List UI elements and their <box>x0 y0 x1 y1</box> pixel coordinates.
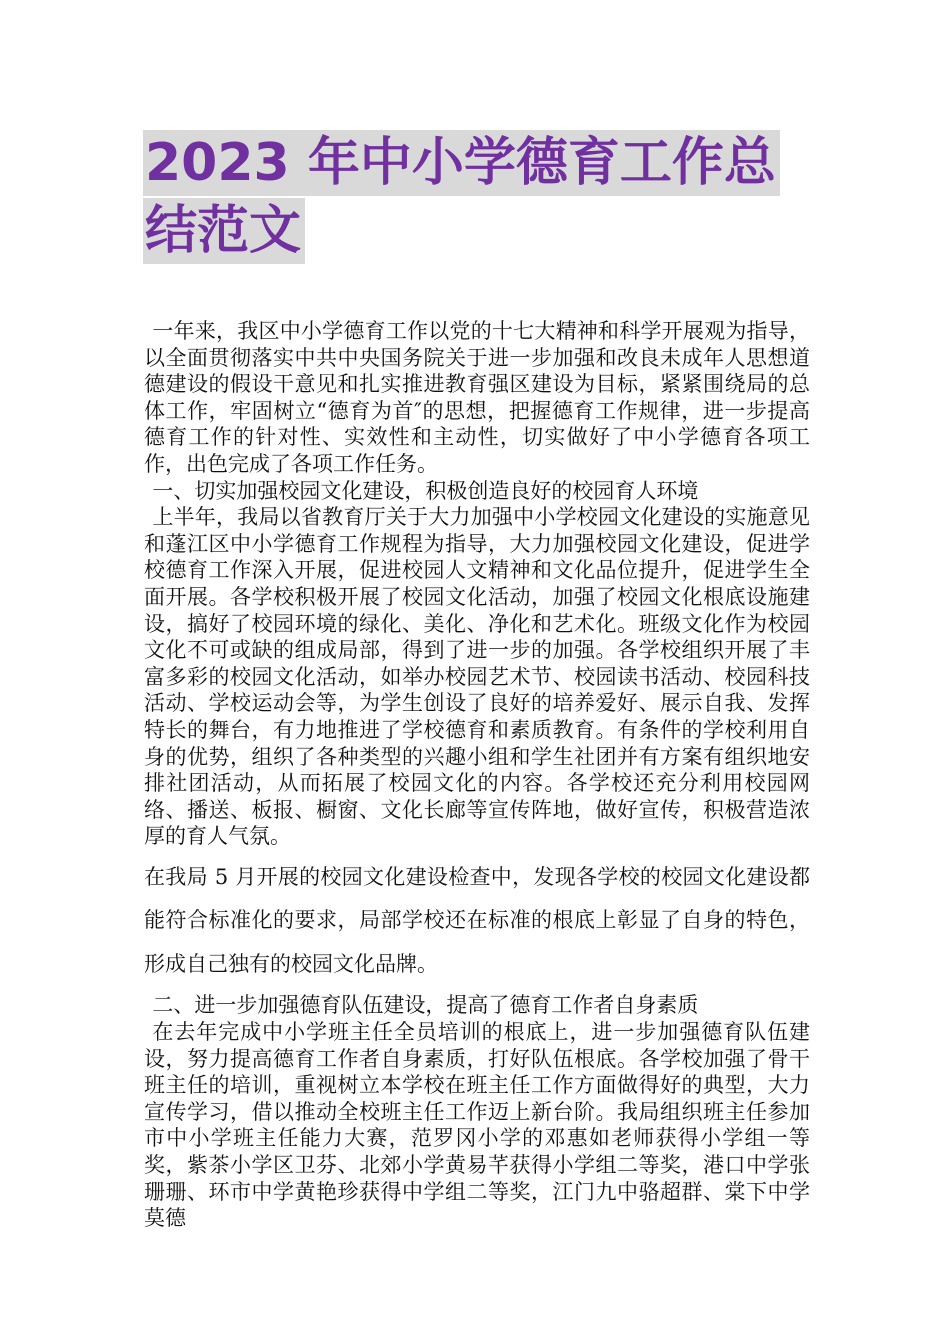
section-1-paragraph: 上半年，我局以省教育厅关于大力加强中小学校园文化建设的实施意见和蓬江区中小学德育工作规程为指导，大力加强校园文化建设，促进学校德育工作深入开展，促进校园人文精神和文化品位提升，促进学生全面开展。各学校积极开展了校园文化活动，加强了校园文化根底设施建设，搞好了校园环境的绿化、美化、净化和艺术化。班级文化作为校园文化不可或缺的组成局部，得到了进一步的加强。各学校组织开展了丰富多彩的校园文化活动，如举办校园艺术节、校园读书活动、校园科技活动、学校运动会等，为学生创设了良好的培养爱好、展示自我、发挥特长的舞台，有力地推进了学校德育和素质教育。有条件的学校利用自身的优势，组织了各种类型的兴趣小组和学生社团并有方案有组织地安排社团活动，从而拓展了校园文化的内容。各学校还充分利用校园网络、播送、板报、橱窗、文化长廊等宣传阵地，做好宣传，积极营造浓厚的育人气氛。 <box>144 505 810 849</box>
title-line-1: 2023 年中小学德育工作总 <box>143 130 780 196</box>
intro-paragraph: 一年来，我区中小学德育工作以党的十七大精神和科学开展观为指导，以全面贯彻落实中共中央国务院关于进一步加强和改良未成年人思想道德建设的假设干意见和扎实推进教育强区建设为目标，紧紧围绕局的总体工作，牢固树立“德育为首″的思想，把握德育工作规律，进一步提高德育工作的针对性、实效性和主动性，切实做好了中小学德育各项工作，出色完成了各项工作任务。 <box>144 319 810 476</box>
section-1-followup-paragraph: 在我局 5 月开展的校园文化建设检查中，发现各学校的校园文化建设都能符合标准化的要求，局部学校还在标准的根底上彰显了自身的特色，形成自己独有的校园文化品牌。 <box>144 864 810 976</box>
document-title <box>143 130 823 266</box>
document-body <box>144 318 810 1232</box>
section-1-heading: 一、切实加强校园文化建设，积极创造良好的校园育人环境 <box>152 478 699 503</box>
title-line-2: 结范文 <box>143 198 305 264</box>
section-2-heading: 二、进一步加强德育队伍建设，提高了德育工作者自身素质 <box>152 993 699 1018</box>
section-2-paragraph: 在去年完成中小学班主任全员培训的根底上，进一步加强德育队伍建设，努力提高德育工作者自身素质，打好队伍根底。各学校加强了骨干班主任的培训，重视树立本学校在班主任工作方面做得好的典型，大力宣传学习，借以推动全校班主任工作迈上新台阶。我局组织班主任参加市中小学班主任能力大赛，范罗冈小学的邓惠如老师获得小学组一等奖，紫茶小学区卫芬、北郊小学黄易芊获得小学组二等奖，港口中学张珊珊、环市中学黄艳珍获得中学组二等奖，江门九中骆超群、棠下中学莫德 <box>144 1019 810 1231</box>
